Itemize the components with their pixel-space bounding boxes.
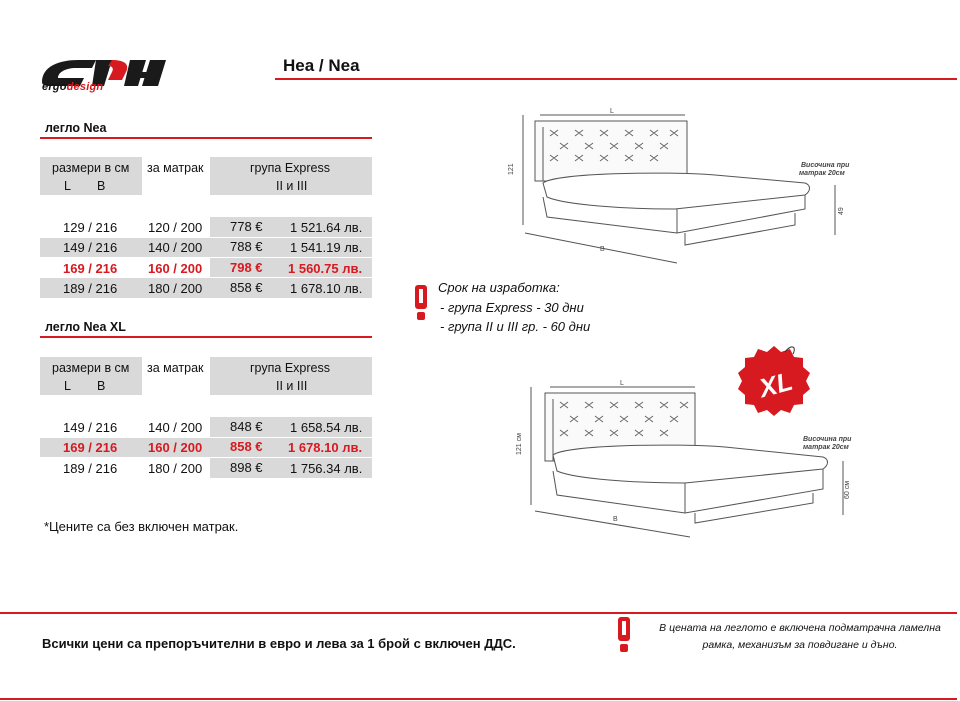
header-group2: II и III	[276, 379, 308, 393]
footer-included-line1: В цената на леглото е включена подматрачна ламелна	[659, 622, 941, 634]
header-L: L	[64, 179, 71, 193]
table-cell-size: 129 / 216	[63, 220, 118, 235]
table-cell-mattress: 160 / 200	[148, 261, 203, 276]
table-cell-mattress: 160 / 200	[148, 440, 203, 455]
bed-drawing-nea-xl	[505, 375, 850, 540]
footer-included-line2: рамка, механизъм за повдигане и дъно.	[702, 639, 898, 651]
header-mattress: за матрак	[147, 361, 204, 375]
table1-title: легло Nea	[45, 121, 107, 135]
header-group2: II и III	[276, 179, 308, 193]
exclamation-icon	[414, 285, 428, 321]
table-cell-eur: 798 €	[230, 260, 263, 275]
table-cell-bgn: 1 541.19 лв.	[290, 240, 363, 255]
lead-time-line2: - група II и III гр. - 60 дни	[440, 319, 591, 334]
table-cell-bgn: 1 756.34 лв.	[290, 461, 363, 476]
header-group: група Express	[250, 161, 330, 175]
row-sep	[40, 237, 372, 238]
bed1-B: B	[600, 246, 605, 253]
table-cell-size: 149 / 216	[63, 240, 118, 255]
table-cell-bgn: 1 560.75 лв.	[288, 261, 363, 276]
page-title: Неа / Nea	[283, 56, 360, 75]
table-cell-mattress: 140 / 200	[148, 240, 203, 255]
bed1-side-height: 49	[838, 207, 845, 215]
table-cell-eur: 788 €	[230, 239, 263, 254]
title-divider	[275, 78, 957, 80]
bed2-mattress-note1: Височина при	[803, 436, 852, 443]
lead-time-line1: - група Express - 30 дни	[440, 300, 584, 315]
footer-prices-text: Всички цени са препоръчителни в евро и лева за 1 брой с включен ДДС.	[42, 636, 516, 651]
bed2-height: 121 см	[516, 433, 523, 455]
bed2-mattress-note2: матрак 20см	[803, 444, 849, 451]
table-cell-eur: 778 €	[230, 219, 263, 234]
bed2-B: B	[613, 516, 618, 523]
bed1-mattress-note2: матрак 20см	[799, 170, 845, 177]
bed1-mattress-note1: Височина при	[801, 162, 850, 169]
bed1-L: L	[610, 108, 614, 115]
lead-time-title: Срок на изработка:	[438, 280, 560, 295]
header-B: B	[97, 379, 106, 393]
price-note: *Цените са без включен матрак.	[44, 519, 239, 534]
footer-included-note	[640, 620, 960, 654]
header-L: L	[64, 379, 71, 393]
table2-divider	[40, 336, 372, 338]
table-cell-mattress: 120 / 200	[148, 220, 203, 235]
header-sizes-label: размери в см	[52, 161, 130, 175]
row-sep	[40, 277, 372, 278]
table-cell-bgn: 1 678.10 лв.	[288, 440, 363, 455]
row-sep	[40, 257, 372, 258]
header-sizes-label: размери в см	[52, 361, 130, 375]
table-cell-eur: 848 €	[230, 419, 263, 434]
xl-badge-text: XL	[755, 365, 796, 404]
table-cell-mattress: 180 / 200	[148, 461, 203, 476]
header-B: B	[97, 179, 106, 193]
header-group: група Express	[250, 361, 330, 375]
bed2-side-height: 60 см	[844, 480, 851, 499]
table-cell-bgn: 1 678.10 лв.	[290, 281, 363, 296]
table-cell-size: 149 / 216	[63, 420, 118, 435]
exclamation-icon	[617, 617, 631, 653]
table-cell-mattress: 180 / 200	[148, 281, 203, 296]
table-cell-size: 169 / 216	[63, 261, 118, 276]
table-cell-bgn: 1 521.64 лв.	[290, 220, 363, 235]
header-mattress: за матрак	[147, 161, 204, 175]
footer-divider-top	[0, 612, 957, 614]
table2-title: легло Nea XL	[45, 320, 126, 334]
table-cell-eur: 858 €	[230, 280, 263, 295]
row-sep	[40, 457, 372, 458]
table-cell-eur: 898 €	[230, 460, 263, 475]
bed-drawing-nea	[505, 105, 850, 270]
footer-divider-bottom	[0, 698, 957, 700]
bed2-L: L	[620, 380, 624, 387]
row-sep	[40, 437, 372, 438]
table-cell-size: 189 / 216	[63, 461, 118, 476]
table-cell-bgn: 1 658.54 лв.	[290, 420, 363, 435]
logo-wordmark: ergodesign	[42, 81, 104, 93]
table-cell-mattress: 140 / 200	[148, 420, 203, 435]
table-cell-size: 189 / 216	[63, 281, 118, 296]
table-cell-eur: 858 €	[230, 439, 263, 454]
table1-divider	[40, 137, 372, 139]
table-cell-size: 169 / 216	[63, 440, 118, 455]
bed1-height: 121	[508, 163, 515, 175]
